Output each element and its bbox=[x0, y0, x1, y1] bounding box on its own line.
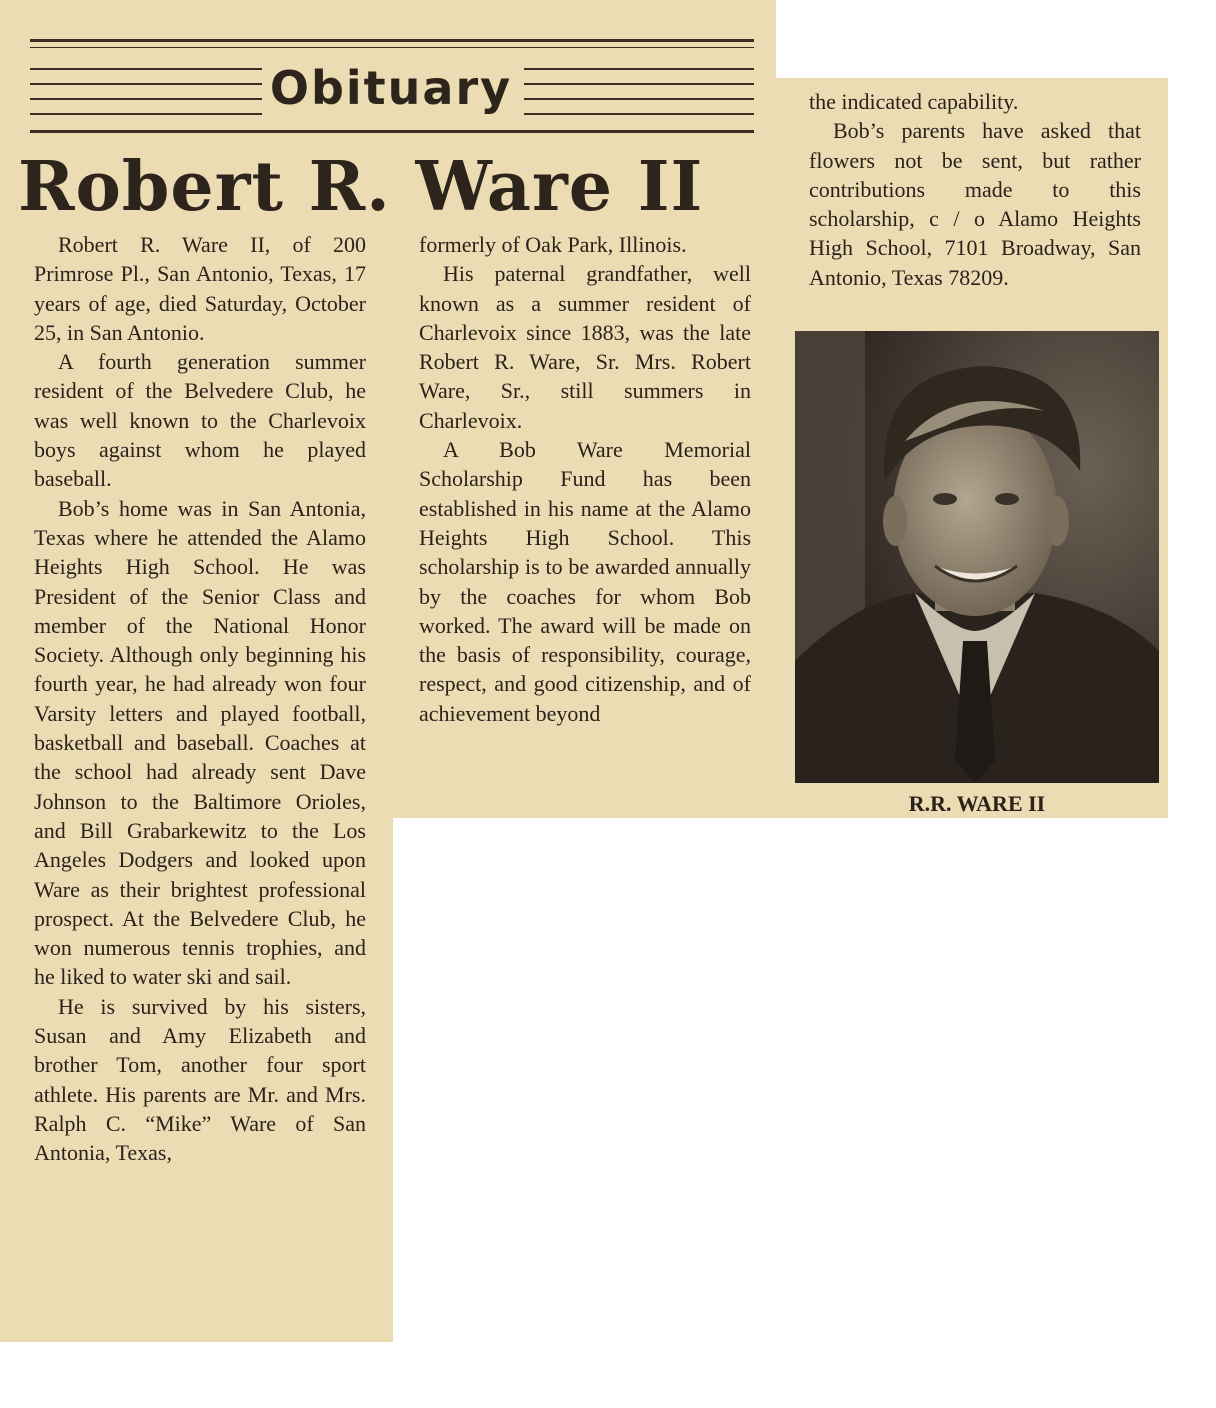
masthead-rule-left-4 bbox=[30, 113, 262, 115]
masthead-rule-right-4 bbox=[524, 113, 754, 115]
paragraph: He is survived by his sisters, Susan and Amy Elizabeth and brother Tom, another four sport athlete. His parents are Mr. and Mrs. Ralph C. “Mike” Ware of San Antonia, Texas, bbox=[34, 993, 366, 1166]
masthead-rule-bottom bbox=[30, 130, 754, 133]
paragraph: A fourth generation summer resident of the Belvedere Club, he was well known to the Charlevoix boys against whom he played baseball. bbox=[34, 349, 366, 492]
portrait-illustration bbox=[795, 331, 1159, 783]
article-column-2 bbox=[419, 230, 751, 728]
masthead-rule-right-3 bbox=[524, 98, 754, 100]
masthead-rule-left-3 bbox=[30, 98, 262, 100]
masthead-rule-top bbox=[30, 39, 754, 42]
article-column-1 bbox=[34, 230, 366, 1168]
paragraph: Robert R. Ware II, of 200 Primrose Pl., San Antonio, Texas, 17 years of age, died Saturday, October 25, in San Antonio. bbox=[34, 232, 366, 345]
paragraph: Bob’s home was in San Antonia, Texas where he attended the Alamo Heights High School. He was President of the Senior Class and member of the National Honor Society. Although only beginning his fourth year, he had already won four Varsity letters and played football, basketball and baseball. Coaches at the school had already sent Dave Johnson to the Baltimore Orioles, and Bill Grabarkewitz to the Los Angeles Dodgers and looked upon Ware as their brightest professional prospect. At the Belvedere Club, he won numerous tennis trophies, and he liked to water ski and sail. bbox=[34, 495, 366, 990]
paragraph: His paternal grandfather, well known as a summer resident of Charlevoix since 1883, was the late Robert R. Ware, Sr. Mrs. Robert Ware, Sr., still summers in Charlevoix. bbox=[419, 261, 751, 433]
masthead-rule-right-2 bbox=[524, 83, 754, 85]
paragraph: A Bob Ware Memorial Scholarship Fund has been established in his name at the Alamo Heights High School. This scholarship is to be awarded annually by the coaches for whom Bob worked. The award will be made on the basis of responsibility, courage, respect, and good citizenship, and of achievement beyond bbox=[419, 437, 751, 726]
masthead-rule-right-1 bbox=[524, 68, 754, 70]
masthead-rule-left-1 bbox=[30, 68, 262, 70]
paragraph: Bob’s parents have asked that flowers not be sent, but rather contributions made to this scholarship, c / o Alamo Heights High School, 7101 Broadway, San Antonio, Texas 78209. bbox=[809, 118, 1141, 290]
headline: Robert R. Ware II bbox=[18, 147, 704, 227]
portrait-photo bbox=[795, 331, 1159, 783]
paragraph-continued: the indicated capability. bbox=[809, 89, 1019, 114]
masthead-rule-left-2 bbox=[30, 83, 262, 85]
section-label: Obituary bbox=[269, 61, 513, 115]
masthead-rule bbox=[30, 47, 754, 48]
article-column-3 bbox=[809, 87, 1141, 292]
paragraph-continued: formerly of Oak Park, Illinois. bbox=[419, 232, 687, 257]
photo-caption: R.R. WARE II bbox=[908, 791, 1046, 816]
